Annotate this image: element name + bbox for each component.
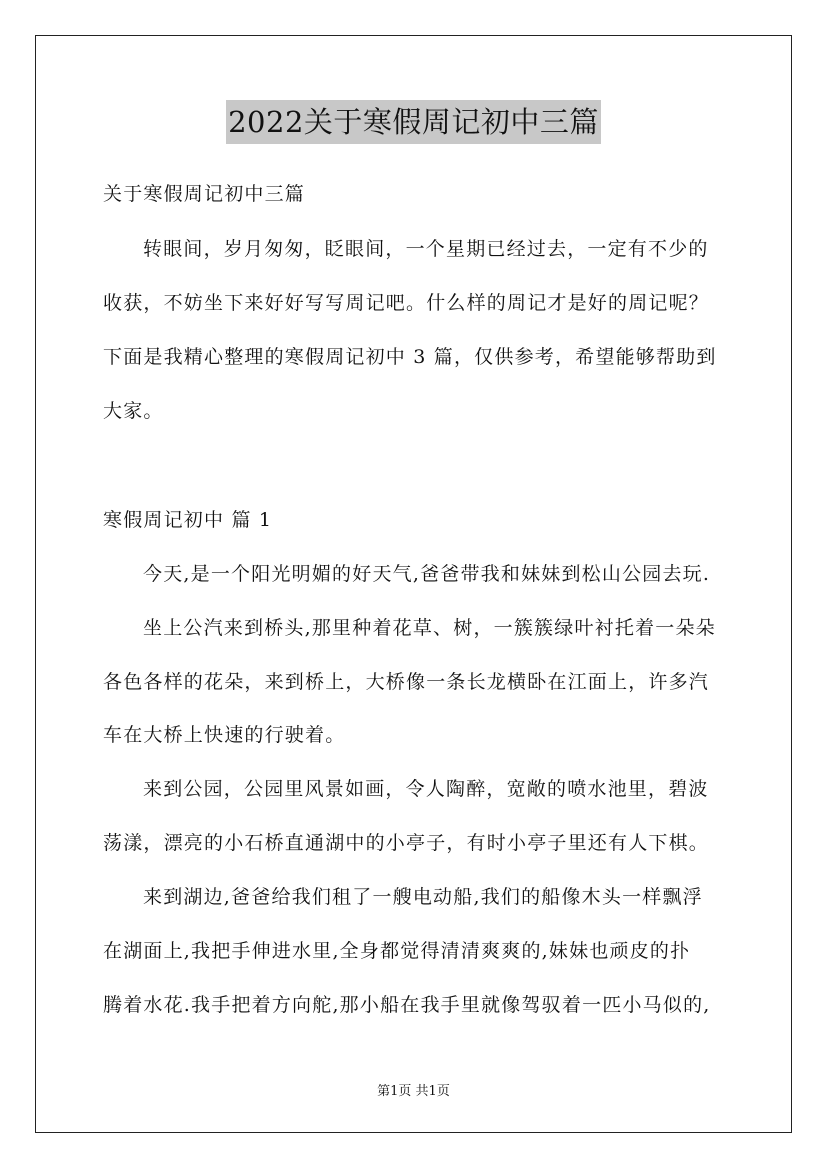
intro-line: 下面是我精心整理的寒假周记初中 3 篇，仅供参考，希望能够帮助到 (103, 346, 717, 368)
intro-line: 转眼间，岁月匆匆，眨眼间，一个星期已经过去，一定有不少的 (143, 238, 709, 260)
body-line: 今天,是一个阳光明媚的好天气,爸爸带我和妹妹到松山公园去玩. (143, 563, 711, 585)
section-heading: 寒假周记初中 篇 1 (103, 509, 273, 531)
body-line: 车在大桥上快速的行驶着。 (103, 724, 346, 746)
body-line: 腾着水花.我手把着方向舵,那小船在我手里就像驾驭着一匹小马似的, (103, 994, 711, 1016)
body-line: 坐上公汽来到桥头,那里种着花草、树，一簇簇绿叶衬托着一朵朵 (143, 617, 716, 639)
body-line: 来到公园，公园里风景如画，令人陶醉，宽敞的喷水池里，碧波 (143, 778, 709, 800)
document-title-block (0, 100, 827, 144)
body-line: 来到湖边,爸爸给我们租了一艘电动船,我们的船像木头一样飘浮 (143, 886, 703, 908)
intro-line: 收获，不妨坐下来好好写写周记吧。什么样的周记才是好的周记呢？ (103, 292, 710, 314)
body-line: 荡漾，漂亮的小石桥直通湖中的小亭子，有时小亭子里还有人下棋。 (103, 832, 710, 854)
document-subtitle: 关于寒假周记初中三篇 (103, 183, 306, 205)
body-line: 各色各样的花朵，来到桥上，大桥像一条长龙横卧在江面上，许多汽 (103, 671, 710, 693)
body-line: 在湖面上,我把手伸进水里,全身都觉得清清爽爽的,妹妹也顽皮的扑 (103, 940, 691, 962)
document-title: 2022关于寒假周记初中三篇 (226, 100, 601, 144)
page-footer: 第1页 共1页 (377, 1084, 450, 1099)
intro-line: 大家。 (103, 400, 164, 422)
